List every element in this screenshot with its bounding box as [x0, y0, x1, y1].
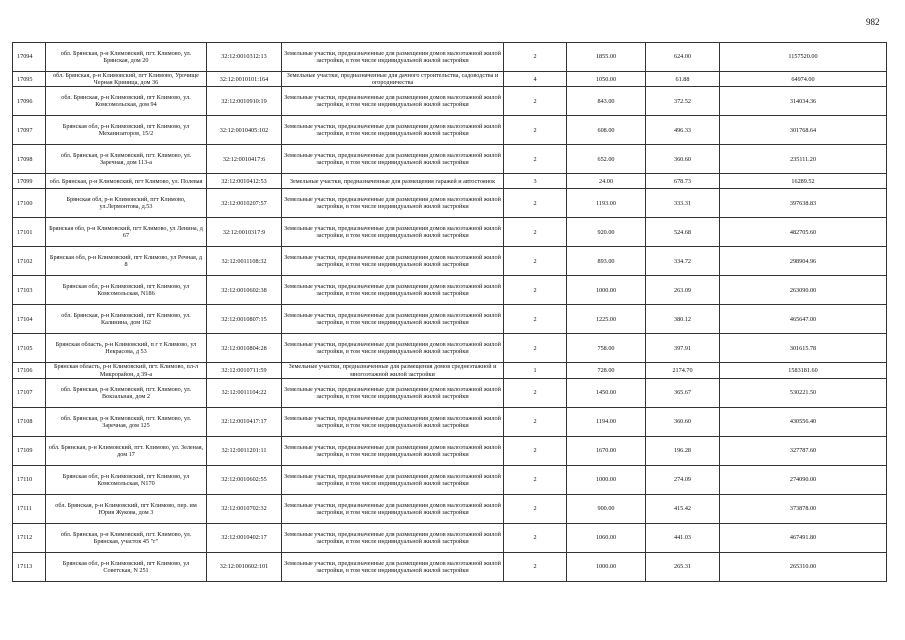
land-registry-table: [12, 42, 887, 582]
cadastral-value-cell: 467491.80: [720, 523, 887, 552]
category-cell: 2: [504, 43, 567, 72]
cadastral-value-cell: 397638.83: [720, 189, 887, 218]
table-row: [13, 494, 887, 523]
specific-value-cell: 496.33: [646, 116, 720, 145]
category-cell: 2: [504, 552, 567, 581]
area-cell: 1855.00: [567, 43, 646, 72]
cadastral-number-cell: 32:12:0011201:11: [207, 436, 282, 465]
cadastral-value-cell: 530221.50: [720, 378, 887, 407]
address-cell: Брянская обл, р-н Климовский, пгт Климово, ул Речная, д 8: [46, 247, 207, 276]
cadastral-value-cell: 1583181.60: [720, 363, 887, 378]
address-cell: Брянская область, р-н Климовский, пгт. Климово, пл-л Микрорайон, д 39-а: [46, 363, 207, 378]
land-purpose-cell: Земельные участки, предназначенные для размещения домов малоэтажной жилой застройки, в том числе индивидуальной жилой застройки: [282, 465, 504, 494]
specific-value-cell: 263.09: [646, 276, 720, 305]
category-cell: 2: [504, 145, 567, 174]
row-number: 17104: [13, 305, 46, 334]
land-purpose-cell: Земельные участки, предназначенные для размещения домов малоэтажной жилой застройки, в том числе индивидуальной жилой застройки: [282, 43, 504, 72]
area-cell: 728.00: [567, 363, 646, 378]
address-cell: обл. Брянская, р-н Климовский, пгт Климово, Урочище Черная Криница, дом 36: [46, 72, 207, 87]
land-purpose-cell: Земельные участки, предназначенные для размещения домов малоэтажной жилой застройки, в том числе индивидуальной жилой застройки: [282, 334, 504, 363]
cadastral-value-cell: 1157520.00: [720, 43, 887, 72]
specific-value-cell: 333.31: [646, 189, 720, 218]
cadastral-value-cell: 265310.00: [720, 552, 887, 581]
category-cell: 2: [504, 305, 567, 334]
page-number: 982: [866, 17, 880, 27]
address-cell: Брянская обл, р-н Климовский, пгт Климово, ул Советская, N 251: [46, 552, 207, 581]
specific-value-cell: 380.12: [646, 305, 720, 334]
cadastral-number-cell: 32:12:0011108:32: [207, 247, 282, 276]
land-purpose-cell: Земельные участки, предназначенные для размещения домов среднеэтажной и многоэтажной жилой застройки: [282, 363, 504, 378]
row-number: 17100: [13, 189, 46, 218]
cadastral-number-cell: 32:12:0010602:101: [207, 552, 282, 581]
cadastral-number-cell: 32:12:0010402:17: [207, 523, 282, 552]
specific-value-cell: 397.91: [646, 334, 720, 363]
table-row: [13, 436, 887, 465]
specific-value-cell: 196.28: [646, 436, 720, 465]
category-cell: 2: [504, 189, 567, 218]
address-cell: Брянская обл, р-н Климовский, пгт Климово, ул.Лермонтова, д.53: [46, 189, 207, 218]
table-row: [13, 552, 887, 581]
cadastral-value-cell: 16289.52: [720, 174, 887, 189]
specific-value-cell: 678.73: [646, 174, 720, 189]
address-cell: обл. Брянская, р-н Климовский, пгт Климово, ул. Комсомольская, дом 94: [46, 87, 207, 116]
cadastral-number-cell: 32:12:0010602:38: [207, 276, 282, 305]
area-cell: 652.00: [567, 145, 646, 174]
land-purpose-cell: Земельные участки, предназначенные для размещения домов малоэтажной жилой застройки, в том числе индивидуальной жилой застройки: [282, 247, 504, 276]
land-purpose-cell: Земельные участки, предназначенные для размещения домов малоэтажной жилой застройки, в том числе индивидуальной жилой застройки: [282, 494, 504, 523]
cadastral-value-cell: 430556.40: [720, 407, 887, 436]
land-purpose-cell: Земельные участки, предназначенные для размещения домов малоэтажной жилой застройки, в том числе индивидуальной жилой застройки: [282, 523, 504, 552]
specific-value-cell: 2174.70: [646, 363, 720, 378]
table-row: [13, 189, 887, 218]
address-cell: обл. Брянская, р-н Климовский, пгт Климово, ул. Полевая: [46, 174, 207, 189]
area-cell: 1060.00: [567, 523, 646, 552]
specific-value-cell: 441.03: [646, 523, 720, 552]
address-cell: Брянская обл, р-н Климовский, пгт Климово, ул Комсомольская, N186: [46, 276, 207, 305]
land-purpose-cell: Земельные участки, предназначенные для размещения домов малоэтажной жилой застройки, в том числе индивидуальной жилой застройки: [282, 87, 504, 116]
table-body: [13, 43, 887, 582]
row-number: 17102: [13, 247, 46, 276]
area-cell: 893.00: [567, 247, 646, 276]
category-cell: 2: [504, 407, 567, 436]
land-purpose-cell: Земельные участки, предназначенные для размещения домов малоэтажной жилой застройки, в том числе индивидуальной жилой застройки: [282, 276, 504, 305]
cadastral-value-cell: 301768.64: [720, 116, 887, 145]
table-row: [13, 87, 887, 116]
specific-value-cell: 624.00: [646, 43, 720, 72]
table-row: [13, 407, 887, 436]
area-cell: 900.00: [567, 494, 646, 523]
land-purpose-cell: Земельные участки, предназначенные для размещения домов малоэтажной жилой застройки, в том числе индивидуальной жилой застройки: [282, 189, 504, 218]
specific-value-cell: 360.60: [646, 407, 720, 436]
address-cell: Брянская область, р-н Климовский, п г т Климово, ул Некрасова, д 53: [46, 334, 207, 363]
area-cell: 920.00: [567, 218, 646, 247]
address-cell: обл. Брянская, р-н Климовский, пгт. Климово, ул. Вокзальная, дом 2: [46, 378, 207, 407]
row-number: 17109: [13, 436, 46, 465]
category-cell: 4: [504, 72, 567, 87]
cadastral-value-cell: 274090.00: [720, 465, 887, 494]
area-cell: 1670.00: [567, 436, 646, 465]
category-cell: 2: [504, 218, 567, 247]
cadastral-number-cell: 32:12:0010312:13: [207, 43, 282, 72]
cadastral-number-cell: 32:12:0010207:57: [207, 189, 282, 218]
row-number: 17098: [13, 145, 46, 174]
area-cell: 1050.00: [567, 72, 646, 87]
area-cell: 1225.00: [567, 305, 646, 334]
row-number: 17096: [13, 87, 46, 116]
category-cell: 2: [504, 247, 567, 276]
cadastral-number-cell: 32:12:0010417:17: [207, 407, 282, 436]
table-row: [13, 43, 887, 72]
row-number: 17110: [13, 465, 46, 494]
land-purpose-cell: Земельные участки, предназначенные для размещения домов малоэтажной жилой застройки, в том числе индивидуальной жилой застройки: [282, 378, 504, 407]
cadastral-value-cell: 298904.96: [720, 247, 887, 276]
row-number: 17112: [13, 523, 46, 552]
specific-value-cell: 365.67: [646, 378, 720, 407]
cadastral-number-cell: 32:12:0010702:32: [207, 494, 282, 523]
area-cell: 24.00: [567, 174, 646, 189]
table-row: [13, 363, 887, 378]
category-cell: 2: [504, 87, 567, 116]
row-number: 17103: [13, 276, 46, 305]
cadastral-number-cell: 32:12:0011104:22: [207, 378, 282, 407]
row-number: 17097: [13, 116, 46, 145]
table-row: [13, 247, 887, 276]
cadastral-number-cell: 32:12:0010910:19: [207, 87, 282, 116]
row-number: 17108: [13, 407, 46, 436]
address-cell: Брянская обл, р-н Климовский, пгт Климово, ул Ленина, д 67: [46, 218, 207, 247]
cadastral-value-cell: 465647.00: [720, 305, 887, 334]
area-cell: 843.00: [567, 87, 646, 116]
specific-value-cell: 524.68: [646, 218, 720, 247]
row-number: 17101: [13, 218, 46, 247]
address-cell: обл. Брянская, р-н Климовский, пгт. Климово, ул. Заречная, дом 125: [46, 407, 207, 436]
specific-value-cell: 274.09: [646, 465, 720, 494]
area-cell: 1000.00: [567, 552, 646, 581]
category-cell: 2: [504, 523, 567, 552]
cadastral-number-cell: 32:12:0010405:102: [207, 116, 282, 145]
specific-value-cell: 265.31: [646, 552, 720, 581]
table-row: [13, 218, 887, 247]
table-row: [13, 276, 887, 305]
cadastral-value-cell: 301615.78: [720, 334, 887, 363]
area-cell: 1000.00: [567, 276, 646, 305]
cadastral-number-cell: 32:12:0010602:55: [207, 465, 282, 494]
land-purpose-cell: Земельные участки, предназначенные для дачного строительства, садоводства и огородничества: [282, 72, 504, 87]
address-cell: Брянская обл, р-н Климовский, пгт Климово, ул Механизаторов, 15/2: [46, 116, 207, 145]
address-cell: обл. Брянская, р-н Климовский, пгт Климово, ул. Калинина, дом 162: [46, 305, 207, 334]
row-number: 17095: [13, 72, 46, 87]
table-row: [13, 523, 887, 552]
specific-value-cell: 61.88: [646, 72, 720, 87]
cadastral-value-cell: 263090.00: [720, 276, 887, 305]
address-cell: Брянская обл, р-н Климовский, пгт Климово, ул Комсомольская, N170: [46, 465, 207, 494]
category-cell: 3: [504, 174, 567, 189]
table-row: [13, 334, 887, 363]
cadastral-value-cell: 64974.00: [720, 72, 887, 87]
area-cell: 1000.00: [567, 465, 646, 494]
address-cell: обл. Брянская, р-н Климовский, пгт. Климово, ул. Брянская, участок 45 "г": [46, 523, 207, 552]
table-row: [13, 116, 887, 145]
specific-value-cell: 372.52: [646, 87, 720, 116]
land-purpose-cell: Земельные участки, предназначенные для размещения домов малоэтажной жилой застройки, в том числе индивидуальной жилой застройки: [282, 116, 504, 145]
cadastral-value-cell: 482705.60: [720, 218, 887, 247]
land-purpose-cell: Земельные участки, предназначенные для размещения домов малоэтажной жилой застройки, в том числе индивидуальной жилой застройки: [282, 305, 504, 334]
row-number: 17099: [13, 174, 46, 189]
category-cell: 2: [504, 276, 567, 305]
cadastral-number-cell: 32:12:0010417:6: [207, 145, 282, 174]
cadastral-value-cell: 373878.00: [720, 494, 887, 523]
row-number: 17111: [13, 494, 46, 523]
category-cell: 2: [504, 494, 567, 523]
specific-value-cell: 334.72: [646, 247, 720, 276]
category-cell: 2: [504, 465, 567, 494]
specific-value-cell: 360.60: [646, 145, 720, 174]
row-number: 17107: [13, 378, 46, 407]
cadastral-number-cell: 32:12:0010804:28: [207, 334, 282, 363]
table-row: [13, 378, 887, 407]
specific-value-cell: 415.42: [646, 494, 720, 523]
land-purpose-cell: Земельные участки, предназначенные для размещения гаражей и автостоянок: [282, 174, 504, 189]
area-cell: 608.00: [567, 116, 646, 145]
area-cell: 1193.00: [567, 189, 646, 218]
address-cell: обл. Брянская, р-н Климовский, пгт Климово, пер. им Юрия Жукова, дом 3: [46, 494, 207, 523]
cadastral-value-cell: 235111.20: [720, 145, 887, 174]
cadastral-number-cell: 32:12:0010711:59: [207, 363, 282, 378]
area-cell: 758.00: [567, 334, 646, 363]
table-row: [13, 305, 887, 334]
area-cell: 1194.00: [567, 407, 646, 436]
row-number: 17106: [13, 363, 46, 378]
land-purpose-cell: Земельные участки, предназначенные для размещения домов малоэтажной жилой застройки, в том числе индивидуальной жилой застройки: [282, 407, 504, 436]
table-row: [13, 174, 887, 189]
cadastral-number-cell: 32:12:0010101:164: [207, 72, 282, 87]
table-row: [13, 72, 887, 87]
category-cell: 2: [504, 334, 567, 363]
cadastral-value-cell: 327787.60: [720, 436, 887, 465]
category-cell: 2: [504, 116, 567, 145]
row-number: 17094: [13, 43, 46, 72]
category-cell: 2: [504, 436, 567, 465]
category-cell: 1: [504, 363, 567, 378]
row-number: 17113: [13, 552, 46, 581]
address-cell: обл. Брянская, р-н Климовский, пгт. Климово, ул. Заречная, дом 113-а: [46, 145, 207, 174]
land-purpose-cell: Земельные участки, предназначенные для размещения домов малоэтажной жилой застройки, в том числе индивидуальной жилой застройки: [282, 436, 504, 465]
category-cell: 2: [504, 378, 567, 407]
area-cell: 1450.00: [567, 378, 646, 407]
table-row: [13, 465, 887, 494]
land-purpose-cell: Земельные участки, предназначенные для размещения домов малоэтажной жилой застройки, в том числе индивидуальной жилой застройки: [282, 218, 504, 247]
cadastral-number-cell: 32:12:0010807:15: [207, 305, 282, 334]
address-cell: обл. Брянская, р-н Климовский, пгт. Климово, ул. Брянская, дом 20: [46, 43, 207, 72]
cadastral-number-cell: 32:12:0010317:9: [207, 218, 282, 247]
land-purpose-cell: Земельные участки, предназначенные для размещения домов малоэтажной жилой застройки, в том числе индивидуальной жилой застройки: [282, 145, 504, 174]
cadastral-value-cell: 314034.36: [720, 87, 887, 116]
row-number: 17105: [13, 334, 46, 363]
table-row: [13, 145, 887, 174]
land-purpose-cell: Земельные участки, предназначенные для размещения домов малоэтажной жилой застройки, в том числе индивидуальной жилой застройки: [282, 552, 504, 581]
address-cell: обл. Брянская, р-н Климовский, пгт. Климово, ул. Зеленая, дом 17: [46, 436, 207, 465]
cadastral-number-cell: 32:12:0010412:53: [207, 174, 282, 189]
